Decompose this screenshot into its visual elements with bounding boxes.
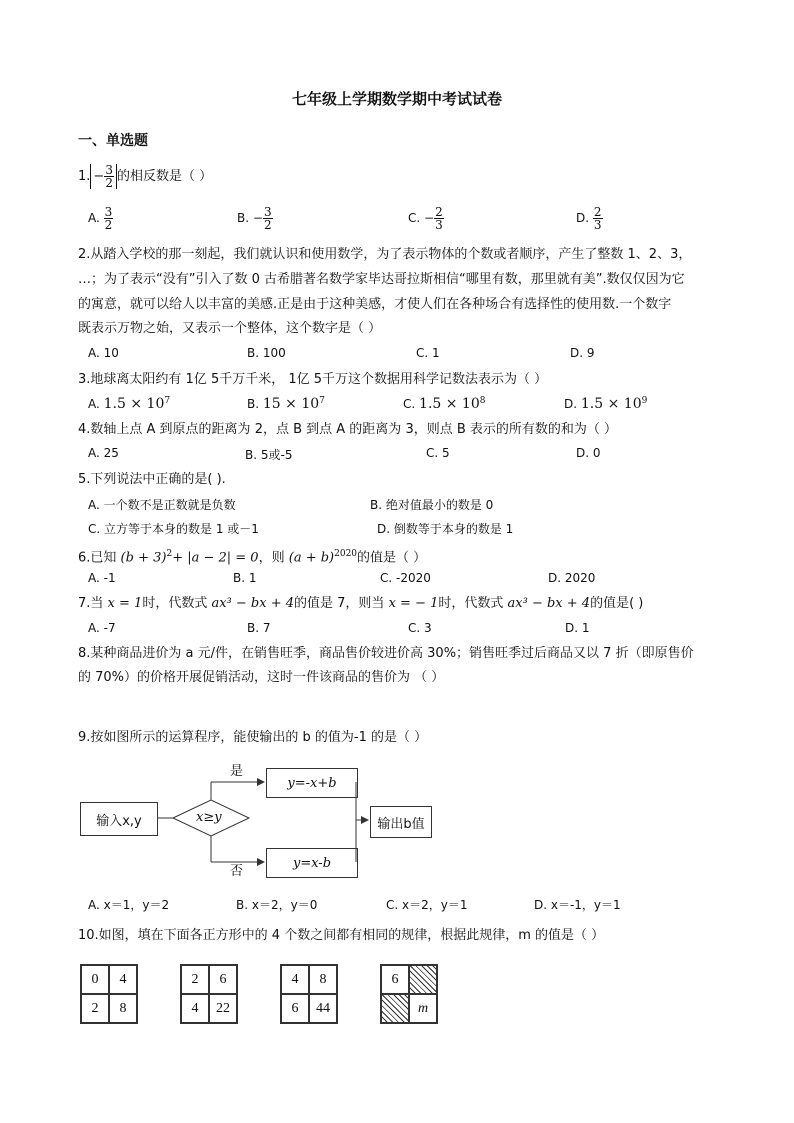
q9-option-d[interactable]: D. x＝-1，y＝1 (534, 898, 621, 912)
q6-then: ，则 (258, 550, 285, 566)
frac-num: 2 (593, 205, 602, 219)
question-8-line-1: 8.某种商品进价为 a 元/件，在销售旺季，商品售价较进价高 30%；销售旺季过后商品又以 7 折（即原售价 (78, 646, 694, 661)
frac-den: 2 (263, 218, 272, 232)
q2-option-d[interactable]: D. 9 (570, 346, 595, 360)
q4-option-d[interactable]: D. 0 (576, 446, 601, 460)
frac-den: 3 (435, 218, 443, 232)
q4-option-c[interactable]: C. 5 (426, 446, 450, 460)
q1-option-label: B. (237, 211, 250, 225)
square-cell: 4 (181, 994, 209, 1023)
question-2-line-4: 既表示万物之始，又表示一个整体，这个数字是（ ） (78, 321, 382, 336)
flow-output-label: 输出b值 (377, 816, 425, 832)
q9-option-a[interactable]: A. x＝1，y＝2 (88, 898, 170, 912)
unknown-m-cell: m (409, 994, 437, 1023)
flow-condition: x≥y (196, 810, 222, 825)
q7-option-b[interactable]: B. 7 (247, 621, 271, 635)
q1-frac-num: 3 (105, 163, 113, 177)
question-4: 4.数轴上点 A 到原点的距离为 2，点 B 到点 A 的距离为 3，则点 B 表示的所有数的和为（ ） (78, 422, 618, 437)
minus-sign: − (252, 211, 263, 225)
minus-sign: − (424, 211, 435, 225)
square-cell: 8 (109, 994, 137, 1023)
q2-option-b[interactable]: B. 100 (247, 346, 286, 360)
q7-option-a[interactable]: A. -7 (88, 621, 116, 635)
frac-num: 3 (104, 205, 113, 219)
q5-option-d[interactable]: D. 倒数等于本身的数是 1 (377, 522, 514, 536)
q5-option-b[interactable]: B. 绝对值最小的数是 0 (370, 498, 494, 512)
frac-num: 3 (263, 205, 272, 219)
q6-exponent: 2 (166, 549, 173, 559)
sci-exponent: 9 (641, 396, 648, 406)
q3-option-label: B. (247, 397, 260, 411)
flow-input-box (80, 802, 158, 836)
q4-option-b[interactable]: B. 5或-5 (245, 448, 293, 462)
hatched-cell (381, 994, 409, 1023)
q7-text: 的值是 7，则当 (294, 596, 385, 611)
question-8-line-2: 的 70%）的价格开展促销活动，这时一件该商品的售价为 （ ） (78, 670, 445, 685)
number-square-2 (180, 964, 238, 1024)
flow-top-formula: y=-x+b (287, 775, 337, 791)
q7-polynomial: ax³ − bx + 4 (507, 596, 591, 611)
flow-input-label: 输入x,y (96, 813, 142, 829)
page-title: 七年级上学期数学期中考试试卷 (291, 90, 502, 108)
q3-option-label: A. (88, 397, 100, 411)
frac-den: 3 (593, 218, 602, 232)
q6-option-d[interactable]: D. 2020 (548, 571, 596, 585)
q2-option-c[interactable]: C. 1 (416, 346, 440, 360)
question-5: 5.下列说法中正确的是( ). (78, 472, 226, 487)
q7-option-d[interactable]: D. 1 (565, 621, 590, 635)
q6-prefix: 6.已知 (78, 550, 117, 566)
flow-yes-label: 是 (230, 764, 244, 779)
flow-bottom-formula: y=x-b (292, 855, 332, 871)
flow-output-box (370, 806, 432, 838)
square-cell: 0 (81, 965, 109, 994)
frac-den: 2 (104, 218, 113, 232)
flow-bottom-box (266, 848, 358, 878)
q6-suffix: 的值是（ ） (357, 550, 427, 566)
q1-frac-den: 2 (105, 176, 113, 190)
q7-option-c[interactable]: C. 3 (408, 621, 432, 635)
q7-condition: x = 1 (107, 596, 143, 611)
sci-base: 1.5 × 10 (580, 396, 642, 412)
question-9: 9.按如图所示的运算程序，能使输出的 b 的值为-1 的是（ ） (78, 730, 428, 745)
q7-text: 时，代数式 (438, 596, 504, 611)
q7-text: 时，代数式 (142, 596, 208, 611)
q7-text: 的值是( ) (590, 596, 644, 611)
frac-num: 2 (435, 205, 443, 219)
square-cell: 8 (309, 965, 337, 994)
square-cell: 6 (381, 965, 409, 994)
q1-minus: − (93, 169, 105, 184)
q3-option-label: C. (403, 397, 416, 411)
q9-option-c[interactable]: C. x＝2，y＝1 (386, 898, 468, 912)
sci-base: 15 × 10 (262, 396, 320, 412)
square-cell: 44 (309, 994, 337, 1023)
q6-option-a[interactable]: A. -1 (88, 571, 116, 585)
q6-power: 2020 (334, 549, 358, 559)
q5-option-a[interactable]: A. 一个数不是正数就是负数 (88, 498, 236, 512)
q7-polynomial: ax³ − bx + 4 (211, 596, 295, 611)
q1-suffix: 的相反数是（ ） (116, 169, 213, 184)
q6-option-b[interactable]: B. 1 (233, 571, 257, 585)
flow-no-label: 否 (230, 864, 244, 879)
q7-condition: x = − 1 (388, 596, 439, 611)
number-square-1 (80, 964, 138, 1024)
square-cell: 4 (281, 965, 309, 994)
square-cell: 4 (109, 965, 137, 994)
question-3: 3.地球离太阳约有 1亿 5千万千米， 1亿 5千万这个数据用科学记数法表示为（ ） (78, 372, 548, 387)
square-cell: 6 (209, 965, 237, 994)
q1-option-label: C. (408, 211, 421, 225)
square-cell: 2 (81, 994, 109, 1023)
q7-text: 7.当 (78, 596, 104, 611)
square-cell: 6 (281, 994, 309, 1023)
question-10: 10.如图，填在下面各正方形中的 4 个数之间都有相同的规律，根据此规律，m 的值是（ ） (78, 928, 605, 943)
q1-option-label: D. (576, 211, 590, 225)
question-2-line-3: 的寓意，就可以给人以丰富的美感.正是由于这种美感，才使人们在各种场合有选择性的使用数.一个数字 (78, 297, 672, 312)
q5-option-c[interactable]: C. 立方等于本身的数是 1 或－1 (88, 522, 259, 536)
q6-expr-abs: + |a − 2| = 0 (172, 550, 259, 566)
sci-base: 1.5 × 10 (419, 396, 480, 412)
flow-top-box (266, 768, 358, 798)
question-2-line-2: …；为了表示“没有”引入了数 0 古希腊著名数学家毕达哥拉斯相信“哪里有数，那里就有美”.数仅仅因为它 (78, 272, 685, 287)
section-heading: 一、单选题 (78, 133, 148, 149)
q1-number: 1. (78, 169, 91, 184)
sci-base: 1.5 × 10 (103, 396, 165, 412)
q6-expr-squared: (b + 3) (120, 550, 167, 566)
q1-option-label: A. (88, 211, 100, 225)
q4-option-a[interactable]: A. 25 (88, 446, 119, 460)
square-cell: 22 (209, 994, 237, 1023)
q6-expr-power: (a + b) (288, 550, 335, 566)
square-cell: 2 (181, 965, 209, 994)
sci-exponent: 7 (164, 396, 171, 406)
q2-option-a[interactable]: A. 10 (88, 346, 119, 360)
question-2-line-1: 2.从踏入学校的那一刻起，我们就认识和使用数学，为了表示物体的个数或者顺序，产生了整数 1、2、3， (78, 247, 692, 262)
q6-option-c[interactable]: C. -2020 (380, 571, 431, 585)
hatched-cell (409, 965, 437, 994)
sci-exponent: 7 (319, 396, 325, 406)
q3-option-label: D. (564, 397, 578, 411)
sci-exponent: 8 (479, 396, 486, 406)
number-square-3 (280, 964, 338, 1024)
number-square-4 (380, 964, 438, 1024)
q9-option-b[interactable]: B. x＝2，y＝0 (236, 898, 318, 912)
